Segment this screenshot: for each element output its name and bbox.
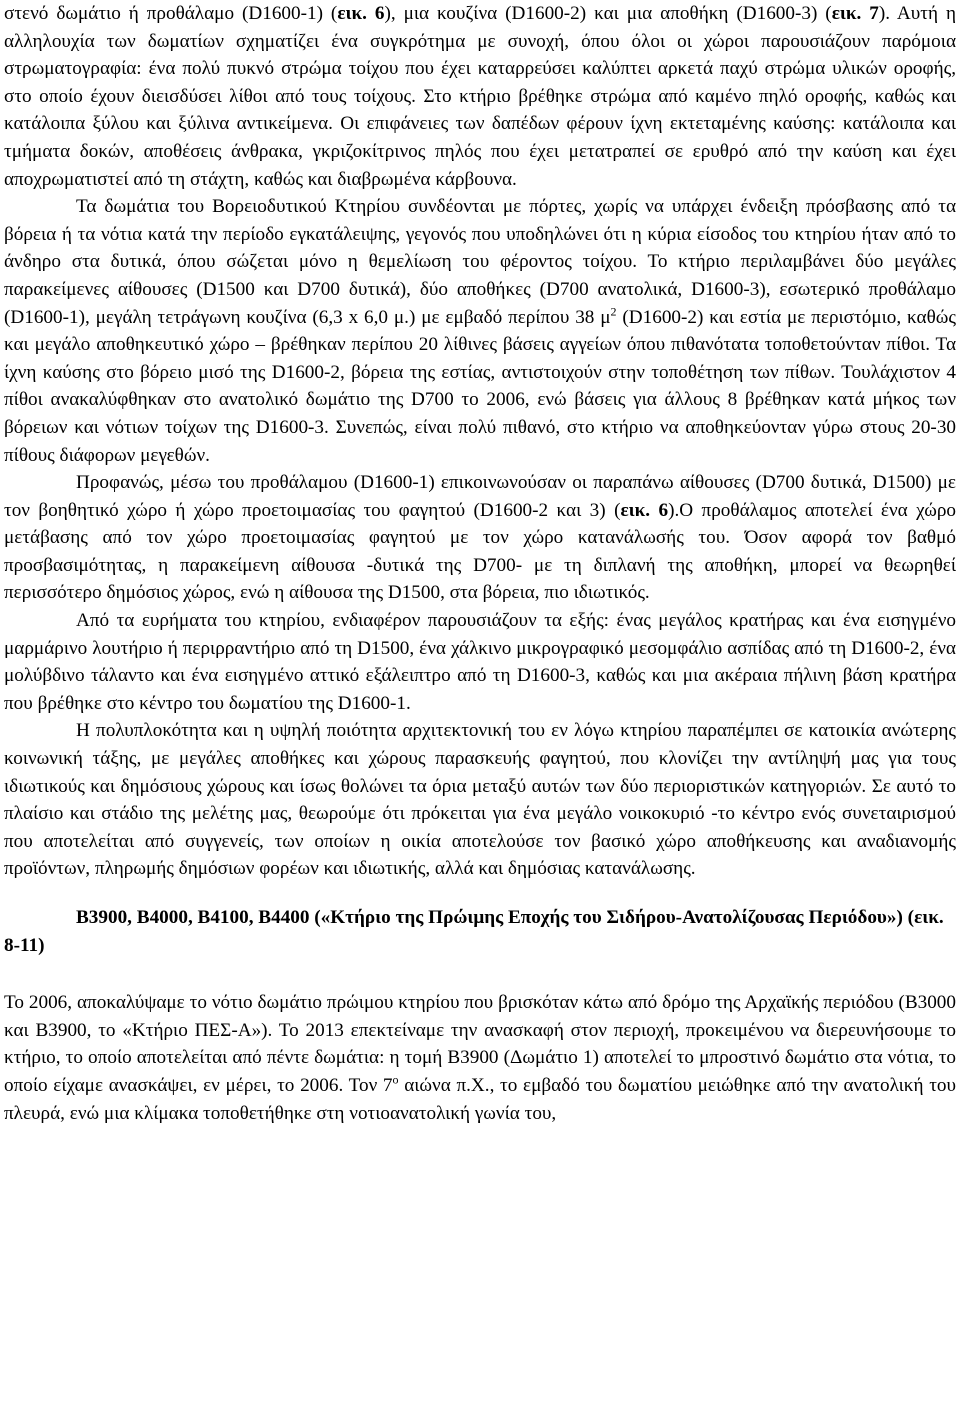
paragraph-1 (4, 0, 956, 193)
text-run: Προφανώς, μέσω του προθάλαμου (D1600-1) επικοινωνούσαν οι παραπάνω αίθουσες (D700 δυτικά, D1500) με τον βοηθητικό χώρο ή χώρο προετοιμασίας του φαγητού (D1600-2 και 3) ( (4, 472, 956, 521)
text-run: αιώνα π.Χ., το εμβαδό του δωματίου μειώθηκε από την ανατολική του πλευρά, ενώ μια κλίμακα τοποθετήθηκε στη νοτιοανατολική γωνία του, (4, 1074, 956, 1124)
figure-ref: εικ. 6 (620, 499, 669, 521)
text-run: ). Αυτή η αλληλουχία των δωματίων σχηματίζει ένα συγκρότημα με συνοχή, όπου όλοι οι χώροι παρουσιάζουν παρόμοια στρωματογραφία: ένα πολύ πυκνό στρώμα τοίχου που έχει καταρρεύσει καλύπτει αρκετά παχύ στρώμα υλικών οροφής, στο οποίο έχουν διεισδύσει λίθοι από τους τοίχους. Στο κτήριο βρέθηκε στρώμα από καμένο πηλό οροφής, καθώς και κατάλοιπα ξύλου και ξύλινα αντικείμενα. Οι επιφάνειες των δαπέδων φέρουν ίχνη εκτεταμένης καύσης: κατάλοιπα και τμήματα δοκών, αποθέσεις άνθρακα, γκριζοκίτρινος πηλός που έχει μετατραπεί σε ερυθρό από την καύση και έχει αποχρωματιστεί από τη στάχτη, καθώς και διαβρωμένα κάρβουνα. (4, 3, 956, 190)
text-run: Το 2006, αποκαλύψαμε το νότιο δωμάτιο πρώιμου κτηρίου που βρισκόταν κάτω από δρόμο της Αρχαϊκής περιόδου (B3000 και B3900, το «Κτήριο ΠΕΣ-Α»). Το 2013 επεκτείναμε την ανασκαφή στον περιοχή, προκειμένου να διερευνήσουμε το κτήριο, το οποίο αποτελείται από πέντε δωμάτια: η τομή B3900 (Δωμάτιο 1) αποτελεί το μπροστινό δωμάτιο στα νότια, το οποίο είχαμε ανασκάψει, εν μέρει, το 2006. Τον 7 (4, 992, 956, 1096)
paragraph-3 (4, 469, 956, 607)
section-heading: B3900, B4000, B4100, B4400 («Κτήριο της Πρώιμης Εποχής του Σιδήρου-Ανατολίζουσας Περιόδου») (εικ. 8-11) (4, 907, 944, 956)
text-run: ), μια κουζίνα (D1600-2) και μια αποθήκη (D1600-3) ( (384, 3, 832, 24)
text-run: ).Ο προθάλαμος αποτελεί ένα χώρο μετάβασης από τον χώρο προετοιμασίας φαγητού με τον χώρο κατανάλωσής του. Όσον αφορά τον βαθμό προσβασιμότητας, η παρακείμενη αίθουσα -δυτικά της D700- με τη διπλανή της αποθήκη, μπορεί να θεωρηθεί περισσότερο δημόσιος χώρος, ενώ η αίθουσα της D1500, στα βόρεια, πιο ιδιωτικός. (4, 499, 956, 604)
figure-ref: εικ. 7 (831, 3, 879, 24)
superscript: 2 (610, 304, 617, 319)
text-run: (D1600-2) και εστία με περιστόμιο, καθώς και μεγάλο αποθηκευτικό χώρο – βρέθηκαν περίπου 20 λίθινες βάσεις αγγείων όπου πιθανότατα τοποθετούνταν πίθοι. Τα ίχνη καύσης στο βόρειο μισό της D1600-2, βόρεια της εστίας, αντιστοιχούν στην τοποθέτηση των πίθων. Τουλάχιστον 4 πίθοι ανακαλύφθηκαν στο ανατολικό δωμάτιο της D700 το 2006, ενώ βάσεις για άλλους 8 βρέθηκαν κατά μήκος των βόρειων και νότιων τοίχων της D1600-3. Συνεπώς, είναι πολύ πιθανό, στο κτήριο να αποθηκεύονταν γύρω στους 20-30 πίθους διάφορων μεγεθών. (4, 306, 956, 466)
figure-ref: εικ. 6 (337, 3, 385, 24)
text-run: Τα δωμάτια του Βορειοδυτικού Κτηρίου συνδέονται με πόρτες, χωρίς να υπάρχει ένδειξη πρόσβασης από τα βόρεια ή τα νότια κατά την περίοδο εγκατάλειψης, γεγονός που υποδηλώνει ότι η κύρια είσοδος του κτηρίου ήταν από το άνδηρο στα δυτικά, όπου σώζεται μόνο η θεμελίωση του φέροντος τοίχου. Το κτήριο περιλαμβάνει δύο μεγάλες παρακείμενες αίθουσες (D1500 και D700 δυτικά), δύο αποθήκες (D700 ανατολικά, D1600-3), εσωτερικό προθάλαμο (D1600-1), μεγάλη τετράγωνη κουζίνα (6,3 x 6,0 μ.) με εμβαδό περίπου 38 μ (4, 196, 956, 328)
document-page (4, 0, 956, 1127)
paragraph-6 (4, 989, 956, 1127)
superscript: ο (392, 1072, 399, 1087)
paragraph-4: Από τα ευρήματα του κτηρίου, ενδιαφέρον παρουσιάζουν τα εξής: ένας μεγάλος κρατήρας και ένα εισηγμένο μαρμάρινο λουτήριο ή περιρραντήριο από τη D1500, ένα χάλκινο μικρογραφικό μεσομφάλιο ασπίδας από τη D1600-2, ένα μολύβδινο τάλαντο και ένα εισηγμένο αττικό εξάλειπτρο από τη D1600-3, καθώς και μια ακέραια πήλινη βάση κρατήρα που βρέθηκε στο κέντρο του δωματίου της D1600-1. (4, 610, 956, 714)
paragraph-2 (4, 193, 956, 469)
text-run: στενό δωμάτιο ή προθάλαμο (D1600-1) ( (4, 3, 338, 24)
paragraph-5: Η πολυπλοκότητα και η υψηλή ποιότητα αρχιτεκτονική του εν λόγω κτηρίου παραπέμπει σε κατοικία ανώτερης κοινωνική τάξης, με μεγάλες αποθήκες και χώρους παρασκευής φαγητού, που κλονίζει την αντίληψή μας για τους ιδιωτικούς και δημόσιους χώρους και ίσως θολώνει τα όρια μεταξύ αυτών των δύο περιοριστικών κατηγοριών. Σε αυτό το πλαίσιο και στάδιο της μελέτης μας, θεωρούμε ότι πρόκειται για ένα μεγάλο νοικοκυριό -το κέντρο ενός συνεταιρισμού που αποτελείται από συγγενείς, των οποίων η οικία αποτελούσε τον βασικό χώρο αποθήκευσης και αναδιανομής προϊόντων, πληρωμής δημόσιων φορέων και ιδιωτικής, αλλά και δημόσιας κατανάλωσης. (4, 720, 956, 880)
